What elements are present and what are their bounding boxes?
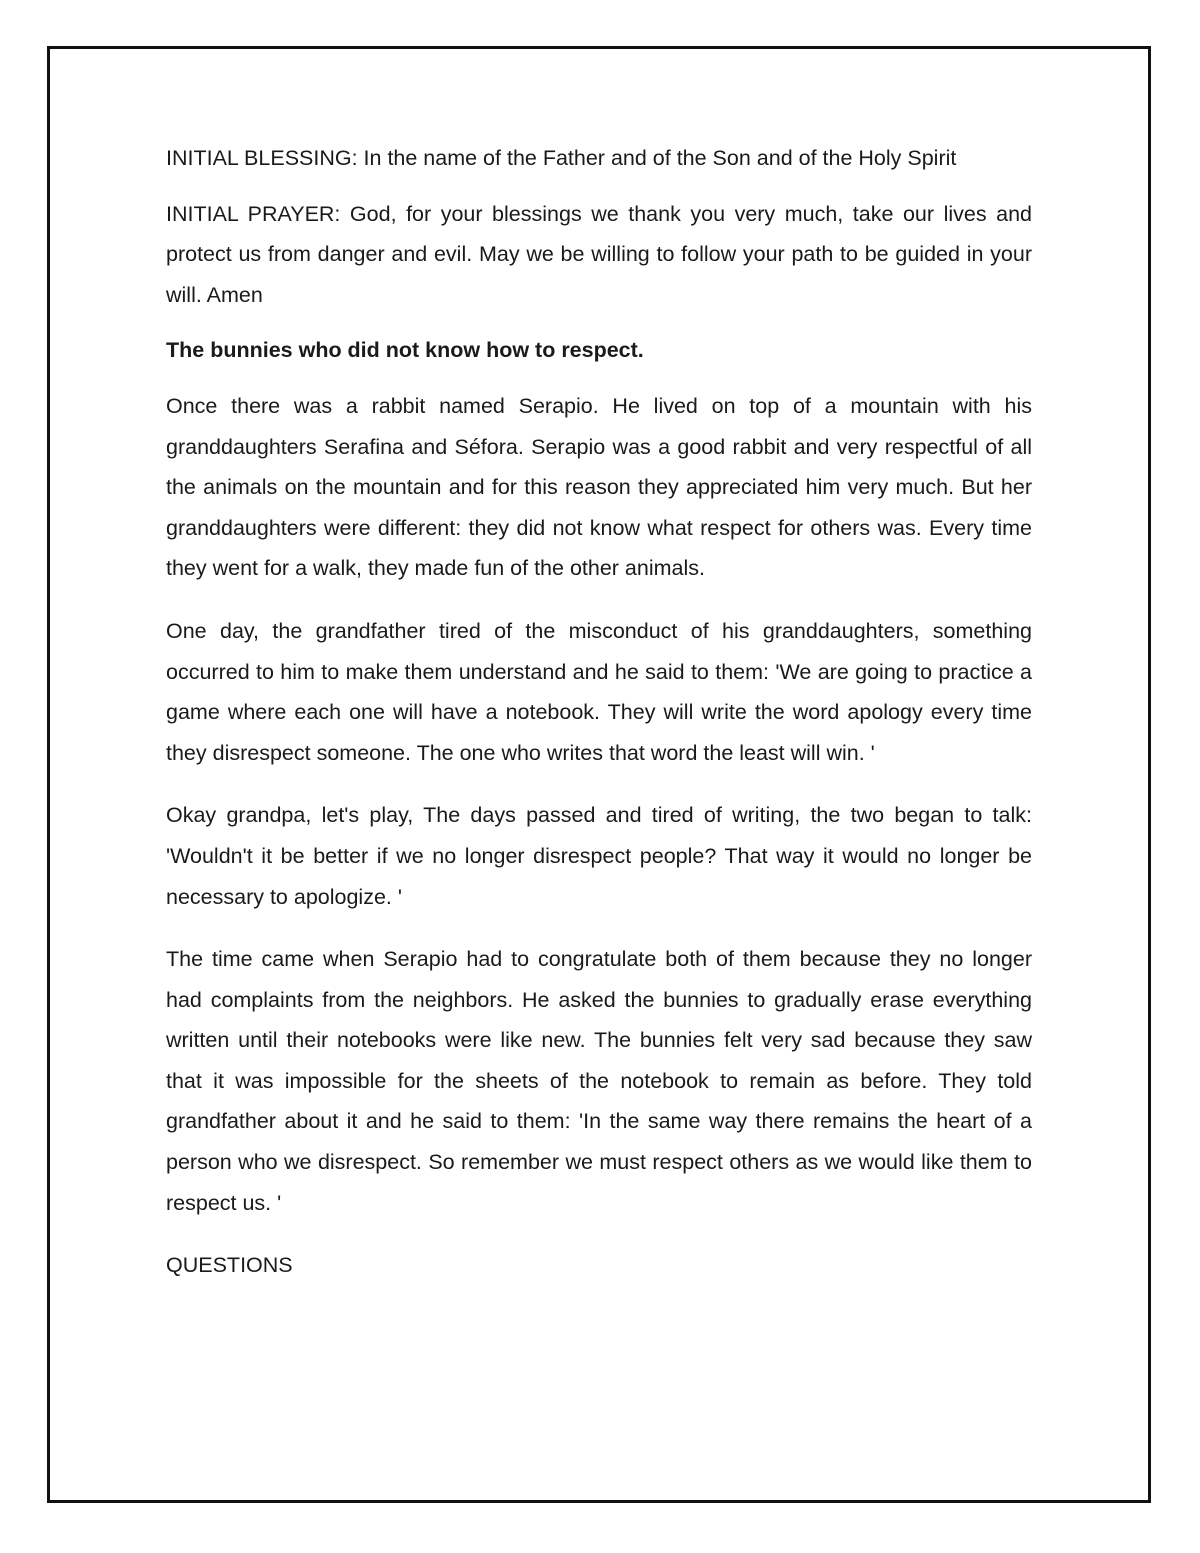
story-title: The bunnies who did not know how to respect. bbox=[166, 338, 644, 363]
document-body bbox=[166, 138, 1032, 1286]
initial-prayer: INITIAL PRAYER: God, for your blessings we thank you very much, take our lives and protect us from danger and evil. May we be willing to follow your path to be guided in your will. Amen bbox=[166, 201, 1032, 307]
story-paragraph: Once there was a rabbit named Serapio. He lived on top of a mountain with his granddaughters Serafina and Séfora. Serapio was a good rabbit and very respectful of all the animals on the mountain and for this reason they appreciated him very much. But her granddaughters were different: they did not know what respect for others was. Every time they went for a walk, they made fun of the other animals. bbox=[166, 393, 1032, 581]
initial-blessing: INITIAL BLESSING: In the name of the Father and of the Son and of the Holy Spirit bbox=[166, 146, 957, 170]
story-paragraph: Okay grandpa, let's play, The days passed and tired of writing, the two began to talk: 'Wouldn't it be better if we no longer disrespect people? That way it would no longer be necessary to apologize. ' bbox=[166, 803, 1032, 909]
story-paragraph: One day, the grandfather tired of the misconduct of his granddaughters, something occurred to him to make them understand and he said to them: 'We are going to practice a game where each one will have a notebook. They will write the word apology every time they disrespect someone. The one who writes that word the least will win. ' bbox=[166, 618, 1032, 765]
story-paragraph: The time came when Serapio had to congratulate both of them because they no longer had complaints from the neighbors. He asked the bunnies to gradually erase everything written until their notebooks were like new. The bunnies felt very sad because they saw that it was impossible for the sheets of the notebook to remain as before. They told grandfather about it and he said to them: 'In the same way there remains the heart of a person who we disrespect. So remember we must respect others as we would like them to respect us. ' bbox=[166, 947, 1032, 1215]
questions-heading: QUESTIONS bbox=[166, 1253, 293, 1278]
